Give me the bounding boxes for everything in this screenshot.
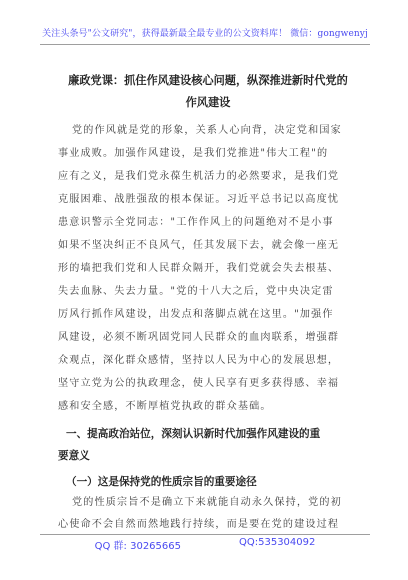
page-header: 关注头条号"公文研究"，获得最新最全最专业的公文资料库！ 微信：gongwenyj (42, 29, 368, 39)
footer-qq-group: QQ 群: 30265665 (94, 541, 181, 552)
body-line: 厉风行抓作风建设，出发点和落脚点就在这里。"加强作 (58, 309, 334, 320)
footer-divider (40, 534, 370, 535)
section-heading-line-1: 一、提高政治站位，深刻认识新时代加强作风建设的重 (66, 428, 321, 440)
document-title-line-1: 廉政党课：抓住作风建设核心问题，纵深推进新时代党的 (68, 73, 348, 87)
body-line: 克服困难、战胜强敌的根本保证。习近平总书记以高度忧 (58, 194, 340, 205)
header-divider (40, 44, 370, 45)
body-line: 事业成败。加强作风建设，是我们党推进"伟大工程"的 (58, 148, 329, 159)
body-line: 党的作风就是党的形象，关系人心向背，决定党和国家 (72, 125, 342, 136)
body-line: 如果不坚决纠正不良风气，任其发展下去，就会像一座无 (58, 240, 340, 251)
page-footer (40, 537, 370, 552)
body-line: 应有之义，是我们党永葆生机活力的必然要求，是我们党 (58, 171, 340, 182)
body-line: 坚守立党为公的执政理念，使人民享有更多获得感、幸福 (58, 378, 340, 389)
document-title-line-2: 作风建设 (185, 95, 231, 109)
body-line: 失去血脉、失去力量。"党的十八大之后，党中央决定雷 (58, 286, 334, 297)
body-line: 感和安全感，不断厚植党执政的群众基础。 (58, 401, 272, 412)
body-line: 众观点，深化群众感情，坚持以人民为中心的发展思想， (58, 355, 340, 366)
body-line: 风建设，必须不断巩固党同人民群众的血肉联系，增强群 (58, 332, 340, 343)
section-heading-line-2: 要意义 (58, 450, 90, 462)
body-line: 心使命不会自然而然地践行持续，而是要在党的建设过程 (58, 519, 340, 530)
body-line: 党的性质宗旨不是确立下来就能自动永久保持，党的初 (72, 497, 342, 508)
footer-qq-number: QQ:535304092 (239, 537, 316, 548)
subsection-heading: （一）这是保持党的性质宗旨的重要途径 (66, 476, 257, 488)
body-line: 形的墙把我们党和人民群众隔开，我们党就会失去根基、 (58, 263, 340, 274)
body-line: 患意识警示全党同志："工作作风上的问题绝对不是小事 (58, 217, 334, 228)
